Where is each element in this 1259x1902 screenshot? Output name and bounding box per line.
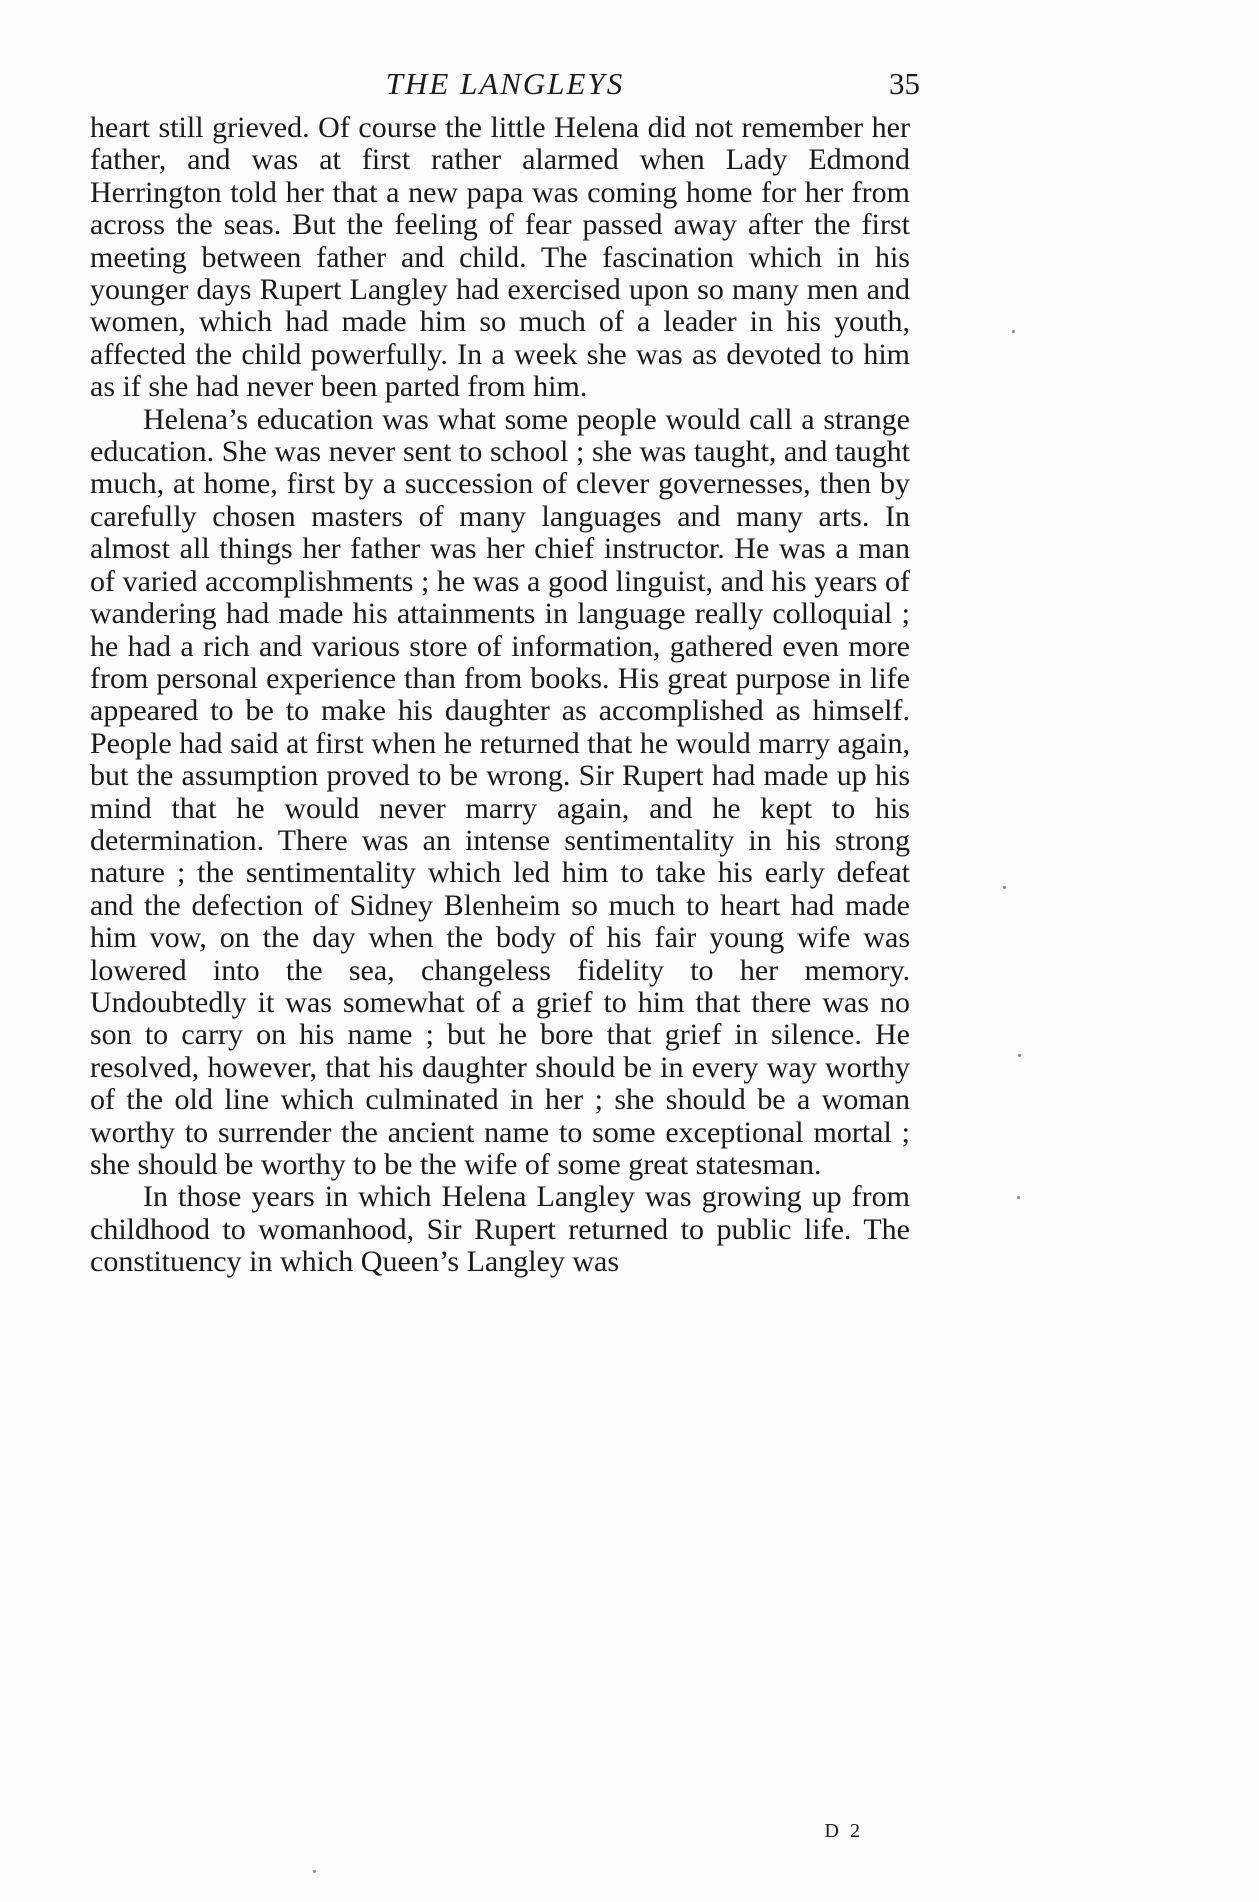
paper-speck [1018,1054,1021,1057]
paragraph-2: Helena’s education was what some people would call a strange education. She was never sent to school ; she was taught, and taught much, at home, first by a succession of clever governesses, then by carefully chosen masters of many languages and many arts. In almost all things her father was her chief instructor. He was a man of varied accomplishments ; he was a good linguist, and his years of wandering had made his attainments in language really colloquial ; he had a rich and various store of information, gathered even more from personal experience than from books. His great purpose in life appeared to be to make his daughter as accomplished as himself. People had said at first when he returned that he would marry again, but the assumption proved to be wrong. Sir Rupert had made up his mind that he would never marry again, and he kept to his determination. There was an intense sentimentality in his strong nature ; the sentimentality which led him to take his early defeat and the defection of Sidney Blenheim so much to heart had made him vow, on the day when the body of his fair young wife was lowered into the sea, changeless fidelity to her memory. Undoubtedly it was somewhat of a grief to him that there was no son to carry on his name ; but he bore that grief in silence. He resolved, however, that his daughter should be in every way worthy of the old line which culminated in her ; she should be a woman worthy to surrender the ancient name to some exceptional mortal ; she should be worthy to be the wife of some great statesman. [90,402,910,1181]
paragraph-1: heart still grieved. Of course the little Helena did not remember her father, and was at first rather alarmed when Lady Edmond Herrington told her that a new papa was coming home for her from across the seas. But the feeling of fear passed away after the first meeting between father and child. The fascination which in his younger days Rupert Langley had exercised upon so many men and women, which had made him so much of a leader in his youth, affected the child powerfully. In a week she was as devoted to him as if she had never been parted from him. [90,111,910,404]
paper-speck [313,1870,316,1873]
running-head [90,66,920,106]
body-text [90,112,910,1279]
page-number: 35 [889,66,920,101]
running-title: THE LANGLEYS [385,66,625,101]
paragraph-3: In those years in which Helena Langley was growing up from childhood to womanhood, Sir Rupert returned to public life. The constituency in which Queen’s Langley was [90,1180,910,1279]
paper-speck [1012,330,1015,333]
paper-speck [1003,886,1006,889]
signature-mark: D 2 [824,1820,863,1842]
paper-speck [1017,1196,1020,1199]
